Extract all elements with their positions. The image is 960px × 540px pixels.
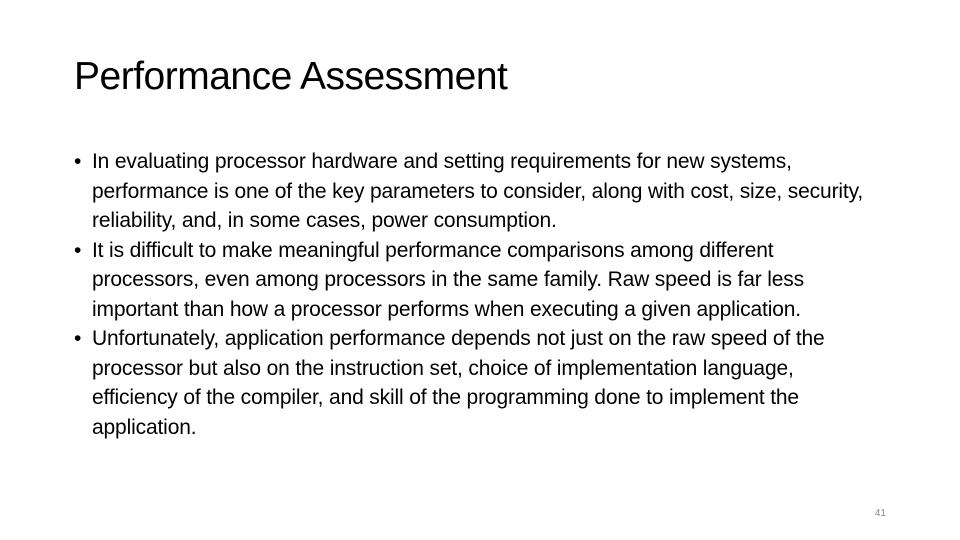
- bullet-text: In evaluating processor hardware and setting requirements for new systems, performance is one of the key parameters to consider, along with cost, size, security, reliability, and, in some cases, power consumption.: [92, 150, 864, 232]
- bullet-item: [74, 236, 874, 325]
- bullet-marker: •: [74, 327, 82, 350]
- slide-title: Performance Assessment: [74, 55, 508, 98]
- slide-number: 41: [874, 508, 886, 519]
- bullet-text: It is difficult to make meaningful performance comparisons among different processors, even among processors in the same family. Raw speed is far less important than how a processor performs when executing a given application.: [92, 238, 804, 321]
- bullet-text: Unfortunately, application performance depends not just on the raw speed of the processor but also on the instruction set, choice of implementation language, efficiency of the compiler, and skill of the programming done to implement the application.: [92, 327, 825, 439]
- bullet-item: [74, 324, 874, 442]
- bullet-list: [74, 147, 874, 442]
- bullet-item: [74, 147, 874, 236]
- bullet-marker: •: [74, 238, 82, 262]
- bullet-marker: •: [74, 150, 82, 173]
